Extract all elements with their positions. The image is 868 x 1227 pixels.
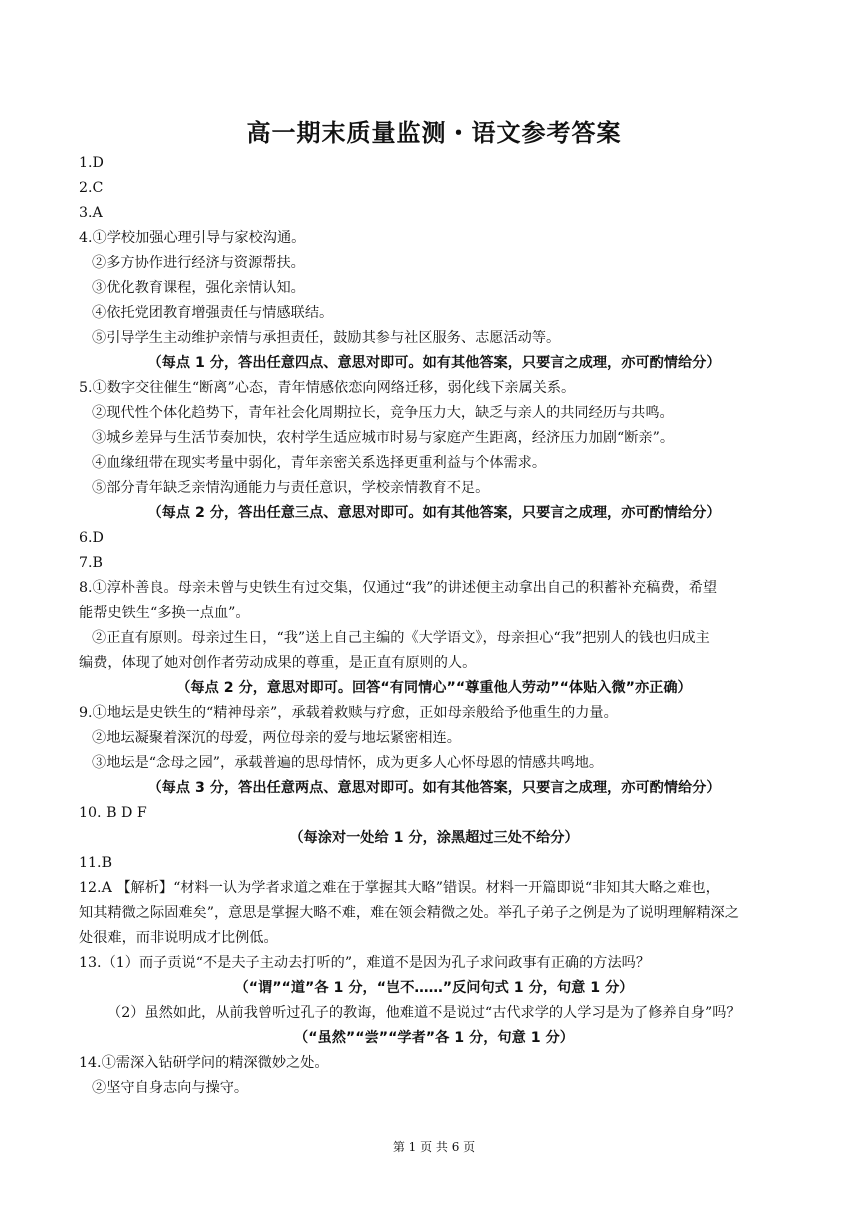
answer-line: ④血缘纽带在现实考量中弱化，青年亲密关系选择更重利益与个体需求。 <box>92 455 547 471</box>
answer-line: 处很难，而非说明成才比例低。 <box>79 930 278 946</box>
answer-line: ②坚守自身志向与操守。 <box>92 1080 249 1096</box>
answer-line: ③城乡差异与生活节奏加快，农村学生适应城市时易与家庭产生距离，经济压力加剧“断亲”。 <box>92 430 675 446</box>
scoring-note: （每点 1 分，答出任意四点、意思对即可。如有其他答案，只要言之成理，亦可酌情给分） <box>147 355 721 371</box>
answer-line: ⑤引导学生主动维护亲情与承担责任，鼓励其参与社区服务、志愿活动等。 <box>92 330 561 346</box>
answer-line: ④依托党团教育增强责任与情感联结。 <box>92 305 334 321</box>
answer-line: 12.A 【解析】“材料一认为学者求道之难在于掌握其大略”错误。材料一开篇即说“非知其大略之难也， <box>79 880 720 896</box>
answer-line: 3.A <box>79 205 103 221</box>
answer-line: 11.B <box>79 855 112 871</box>
answer-line: 编费，体现了她对创作者劳动成果的尊重，是正直有原则的人。 <box>79 655 477 671</box>
scoring-note: （“虽然”“尝”“学者”各 1 分，句意 1 分） <box>294 1030 574 1046</box>
answer-line: 4.①学校加强心理引导与家校沟通。 <box>79 230 306 246</box>
answer-line: 7.B <box>79 555 103 571</box>
scoring-note: （“谓”“道”各 1 分，“岂不……”反问句式 1 分，句意 1 分） <box>234 980 634 996</box>
answer-line: ②现代性个体化趋势下，青年社会化周期拉长，竞争压力大，缺乏与亲人的共同经历与共鸣。 <box>92 405 674 421</box>
scoring-note: （每涂对一处给 1 分，涂黑超过三处不给分） <box>289 830 579 846</box>
answer-line: 2.C <box>79 180 104 196</box>
scoring-note: （每点 2 分，意思对即可。回答“有同情心”“尊重他人劳动”“体贴入微”亦正确） <box>176 680 692 696</box>
answer-line: 1.D <box>79 155 104 171</box>
answer-line: 6.D <box>79 530 104 546</box>
answer-line: ②多方协作进行经济与资源帮扶。 <box>92 255 305 271</box>
answer-line: 5.①数字交往催生“断离”心态，青年情感依恋向网络迁移，弱化线下亲属关系。 <box>79 380 576 396</box>
answer-line: ⑤部分青年缺乏亲情沟通能力与责任意识，学校亲情教育不足。 <box>92 480 490 496</box>
answer-line: 能帮史铁生“多换一点血”。 <box>79 605 250 621</box>
answer-line: 8.①淳朴善良。母亲未曾与史铁生有过交集，仅通过“我”的讲述便主动拿出自己的积蓄补充稿费，希望 <box>79 580 718 596</box>
answer-line: ②正直有原则。母亲过生日，“我”送上自己主编的《大学语文》，母亲担心“我”把别人的钱也归成主 <box>92 630 710 646</box>
answer-line: ③优化教育课程，强化亲情认知。 <box>92 280 305 296</box>
answer-line: ②地坛凝聚着深沉的母爱，两位母亲的爱与地坛紧密相连。 <box>92 730 461 746</box>
answer-line: 13.（1）而子贡说“不是夫子主动去打听的”，难道不是因为孔子求问政事有正确的方法吗？ <box>79 955 651 971</box>
scoring-note: （每点 3 分，答出任意两点、意思对即可。如有其他答案，只要言之成理，亦可酌情给分） <box>147 780 721 796</box>
answer-line: 14.①需深入钻研学问的精深微妙之处。 <box>79 1055 329 1071</box>
page-title: 高一期末质量监测・语文参考答案 <box>246 119 622 147</box>
scoring-note: （每点 2 分，答出任意三点、意思对即可。如有其他答案，只要言之成理，亦可酌情给分） <box>147 505 721 521</box>
answer-line: ③地坛是“念母之园”，承载普遍的思母情怀，成为更多人心怀母恩的情感共鸣地。 <box>92 755 604 771</box>
answer-line: （2）虽然如此，从前我曾听过孔子的教诲，他难道不是说过“古代求学的人学习是为了修养自身”吗？ <box>107 1005 741 1021</box>
answer-line: 知其精微之际固难矣”，意思是掌握大略不难，难在领会精微之处。举孔子弟子之例是为了说明理解精深之 <box>79 905 739 921</box>
answer-line: 9.①地坛是史铁生的“精神母亲”，承载着救赎与疗愈，正如母亲般给予他重生的力量。 <box>79 705 618 721</box>
answer-line: 10. B D F <box>79 805 147 821</box>
page-footer: 第 1 页 共 6 页 <box>392 1140 476 1154</box>
